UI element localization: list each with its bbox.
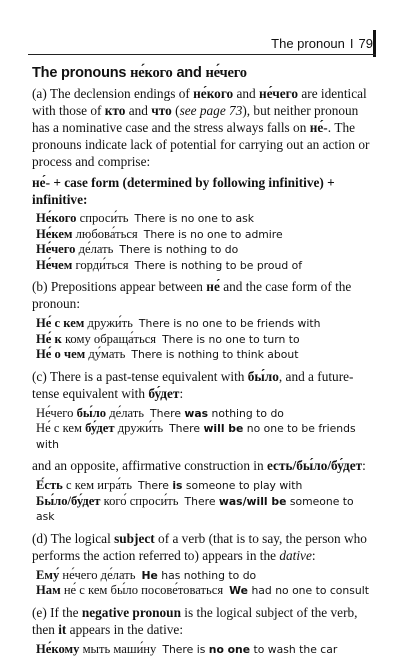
example-row: Ему́ не́чего де́лать He has nothing to do [36,567,257,582]
example-row: Бы́ло/бу́дет кого́ спроси́ть There was/will be someone to ask [36,493,354,523]
examples-a [32,211,373,273]
example-row: Не́ к кому обраща́ться There is no one to turn to [36,331,300,346]
example-row: Не́ с кем дружи́ть There is no one to be friends with [36,316,321,330]
heading-word-2: не́чего [205,65,247,81]
paragraph-c: (c) There is a past-tense equivalent with бы́ло, and a future-tense equivalent with бу́дет: [32,368,354,401]
example-row: Не́кого спроси́ть There is no one to ask [36,211,255,225]
examples-b [32,316,373,363]
examples-c-affirmative [32,478,373,525]
paragraph-d: (d) The logical subject of a verb (that is to say, the person who performs the action referred to) appears in the dative: [32,530,367,563]
running-head-separator: I [349,35,354,51]
example-row: Не́чего бы́ло де́лать There was nothing to do [36,405,284,420]
header-rule [28,54,376,55]
formula-line-2: infinitive: [32,192,88,207]
running-head-title: The pronoun [271,35,345,51]
example-row: Не́кем любова́ться There is no one to admire [36,226,283,241]
formula-line-1: не́- + case form (determined by following infinitive) + [32,175,335,190]
example-row: Не́ с кем бу́дет дружи́ть There will be no one to be friends with [36,421,356,451]
section-heading [32,64,373,83]
example-row: Нам не́ с кем бы́ло посове́товаться We had no one to consult [36,583,369,597]
running-head [0,34,373,52]
page-number: 79 [358,35,373,51]
examples-d [32,568,373,599]
example-row: Не́чем горди́ться There is nothing to be proud of [36,257,303,272]
page-content [32,64,373,662]
heading-and: and [176,65,202,81]
header-bar [373,30,376,57]
example-row: Не́кому мыть маши́ну There is no one to wash the car [36,641,338,656]
heading-prefix: The pronouns [32,65,127,81]
example-row: Е́сть с кем игра́ть There is someone to play with [36,478,303,492]
example-row: Не́чего де́лать There is nothing to do [36,242,239,256]
example-row: Не́ о чем ду́мать There is nothing to think about [36,347,299,361]
examples-c [32,406,373,453]
examples-e [32,642,373,658]
paragraph-b: (b) Prepositions appear between не́ and the case form of the pronoun: [32,279,352,311]
heading-word-1: не́кого [130,65,173,81]
paragraph-a: (a) The declension endings of не́кого and не́чего are identical with those of кто and что (see page 73), but neither pronoun has a nominative case and the stress always falls on не́-. The pronouns indicate lack of potential for carrying out an action or process and comprise: [32,86,370,169]
paragraph-c-continued: and an opposite, affirmative construction in есть/бы́ло/бу́дет: [32,458,366,473]
paragraph-e: (e) If the negative pronoun is the logical subject of the verb, then it appears in the dative: [32,604,358,637]
